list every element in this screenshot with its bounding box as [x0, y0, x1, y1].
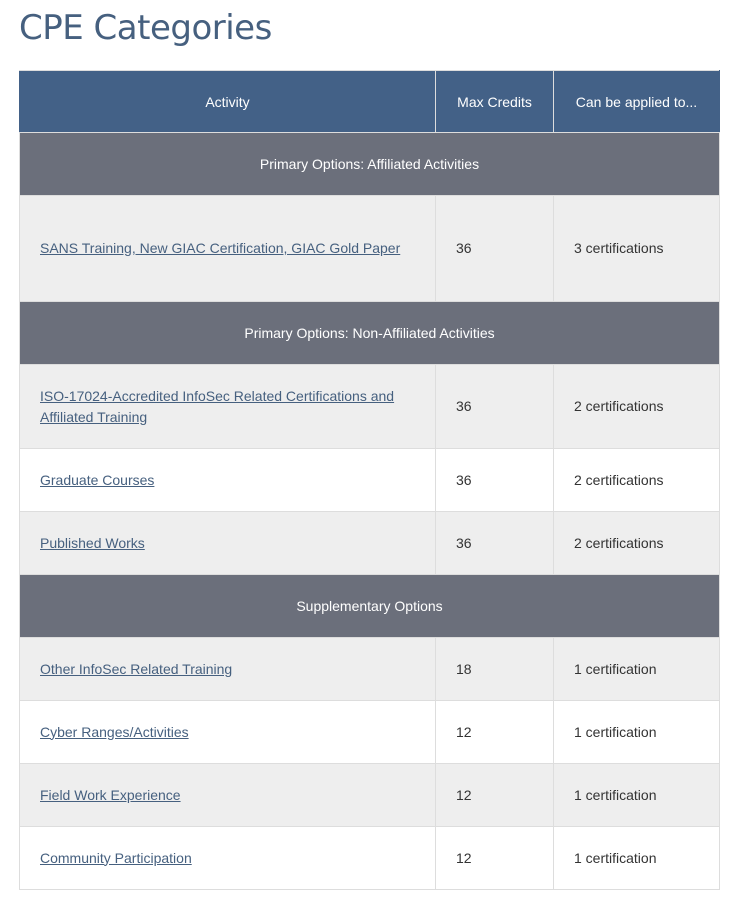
- table-row: [20, 512, 720, 575]
- activity-cell: [20, 196, 436, 302]
- credits-cell: 18: [436, 638, 554, 701]
- table-row: [20, 764, 720, 827]
- applies-cell: 3 certifications: [554, 196, 720, 302]
- applies-cell: 2 certifications: [554, 512, 720, 575]
- section-title: Supplementary Options: [20, 575, 720, 638]
- applies-cell: 2 certifications: [554, 449, 720, 512]
- activity-cell: [20, 764, 436, 827]
- activity-cell: [20, 365, 436, 449]
- activity-link-graduate-courses[interactable]: Graduate Courses: [40, 471, 155, 488]
- credits-cell: 12: [436, 701, 554, 764]
- credits-cell: 36: [436, 512, 554, 575]
- credits-cell: 36: [436, 365, 554, 449]
- applies-cell: 1 certification: [554, 764, 720, 827]
- page-title: CPE Categories: [19, 8, 272, 48]
- credits-cell: 36: [436, 449, 554, 512]
- section-header-supplementary: [20, 575, 720, 638]
- header-max-credits: Max Credits: [436, 71, 554, 133]
- header-applied-to: Can be applied to...: [554, 71, 720, 133]
- activity-cell: [20, 449, 436, 512]
- activity-link-community-participation[interactable]: Community Participation: [40, 849, 192, 866]
- table-row: [20, 449, 720, 512]
- applies-cell: 1 certification: [554, 701, 720, 764]
- applies-cell: 1 certification: [554, 638, 720, 701]
- header-activity: Activity: [20, 71, 436, 133]
- activity-cell: [20, 701, 436, 764]
- section-header-non-affiliated: [20, 302, 720, 365]
- activity-cell: [20, 638, 436, 701]
- table-row: [20, 827, 720, 890]
- activity-link-cyber-ranges[interactable]: Cyber Ranges/Activities: [40, 723, 189, 740]
- table-row: [20, 196, 720, 302]
- section-title: Primary Options: Non-Affiliated Activities: [20, 302, 720, 365]
- credits-cell: 12: [436, 827, 554, 890]
- cpe-categories-table: [19, 70, 720, 890]
- activity-link-field-work-experience[interactable]: Field Work Experience: [40, 786, 181, 803]
- section-header-affiliated: [20, 133, 720, 196]
- table-header-row: [20, 71, 720, 133]
- section-title: Primary Options: Affiliated Activities: [20, 133, 720, 196]
- table-row: [20, 701, 720, 764]
- activity-link-sans-training[interactable]: SANS Training, New GIAC Certification, GIAC Gold Paper: [40, 240, 401, 256]
- activity-link-iso-17024[interactable]: ISO-17024-Accredited InfoSec Related Certifications and Affiliated Training: [40, 387, 395, 425]
- activity-cell: [20, 512, 436, 575]
- credits-cell: 36: [436, 196, 554, 302]
- table-row: [20, 638, 720, 701]
- activity-cell: [20, 827, 436, 890]
- applies-cell: 2 certifications: [554, 365, 720, 449]
- table-row: [20, 365, 720, 449]
- credits-cell: 12: [436, 764, 554, 827]
- activity-link-published-works[interactable]: Published Works: [40, 534, 145, 551]
- applies-cell: 1 certification: [554, 827, 720, 890]
- activity-link-other-infosec-training[interactable]: Other InfoSec Related Training: [40, 660, 233, 677]
